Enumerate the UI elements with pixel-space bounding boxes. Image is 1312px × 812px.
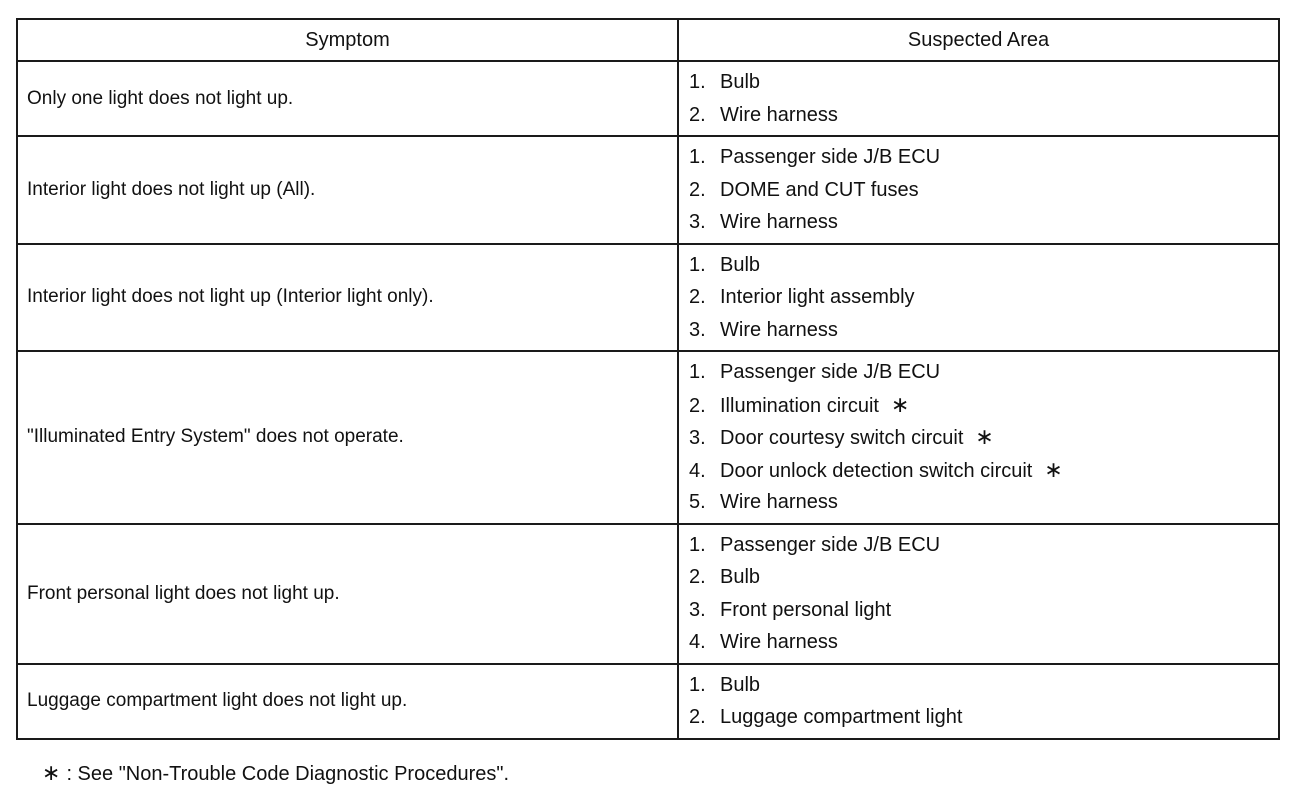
item-number: 1. — [689, 146, 706, 168]
symptom-cell: "Illuminated Entry System" does not operate. — [17, 351, 678, 524]
item-text: Bulb — [720, 673, 761, 696]
item-number: 1. — [689, 533, 706, 556]
item-text: Wire harness — [720, 491, 838, 513]
suspected-area-column-header: Suspected Area — [678, 19, 1279, 61]
item-number: 4. — [689, 631, 706, 653]
item-number: 2. — [689, 103, 706, 126]
item-number: 2. — [689, 706, 706, 728]
item-text: Passenger side J/B ECU — [720, 146, 941, 168]
list-item — [689, 281, 1278, 314]
item-text: Wire harness — [720, 103, 838, 126]
list-item — [689, 626, 1278, 659]
table-row — [17, 244, 1279, 352]
item-text: Bulb — [720, 253, 761, 276]
suspected-area-list — [689, 141, 1278, 239]
footnote-text: : See "Non-Trouble Code Diagnostic Procedures". — [66, 763, 510, 785]
list-item — [689, 701, 1278, 734]
item-text: Front personal light — [720, 598, 892, 621]
symptom-cell: Front personal light does not light up. — [17, 524, 678, 664]
list-item — [689, 314, 1278, 347]
list-item — [689, 421, 1278, 454]
item-number: 3. — [689, 318, 706, 341]
table-row — [17, 524, 1279, 664]
suspected-area-cell — [678, 664, 1279, 739]
item-text: Wire harness — [720, 631, 838, 653]
table-body — [17, 61, 1279, 739]
item-text: Wire harness — [720, 318, 838, 341]
item-number: 1. — [689, 253, 706, 276]
suspected-area-cell — [678, 244, 1279, 352]
asterisk-icon: ∗ — [1044, 456, 1063, 482]
item-text: Interior light assembly — [720, 286, 915, 308]
item-number: 3. — [689, 427, 706, 449]
suspected-area-list — [689, 249, 1278, 347]
symptom-column-header: Symptom — [17, 19, 678, 61]
list-item — [689, 206, 1278, 239]
item-text: Bulb — [720, 71, 761, 93]
item-number: 5. — [689, 491, 706, 513]
item-number: 4. — [689, 459, 706, 482]
suspected-area-cell — [678, 136, 1279, 244]
item-number: 2. — [689, 178, 706, 201]
suspected-area-cell — [678, 524, 1279, 664]
asterisk-icon: ∗ — [890, 391, 910, 417]
list-item — [689, 249, 1278, 282]
list-item — [689, 486, 1278, 519]
list-item — [689, 454, 1278, 487]
list-item — [689, 99, 1278, 132]
item-number: 3. — [689, 211, 706, 233]
list-item — [689, 529, 1278, 562]
table-row — [17, 664, 1279, 739]
suspected-area-list — [689, 66, 1278, 131]
item-text: Passenger side J/B ECU — [720, 361, 941, 383]
table-row — [17, 136, 1279, 244]
item-number: 2. — [689, 394, 706, 417]
list-item — [689, 141, 1278, 174]
item-text: Passenger side J/B ECU — [720, 533, 941, 556]
table-row — [17, 61, 1279, 136]
item-number: 1. — [689, 361, 706, 383]
symptom-cell: Only one light does not light up. — [17, 61, 678, 136]
item-number: 1. — [689, 71, 706, 93]
item-text: Luggage compartment light — [720, 706, 963, 728]
footnote — [42, 760, 509, 786]
item-text: DOME and CUT fuses — [720, 178, 919, 201]
item-number: 2. — [689, 286, 706, 308]
item-text: Door unlock detection switch circuit — [720, 459, 1033, 482]
asterisk-icon: ∗ — [42, 760, 61, 785]
symptom-cell: Interior light does not light up (All). — [17, 136, 678, 244]
item-number: 3. — [689, 598, 706, 621]
symptom-cell: Luggage compartment light does not light up. — [17, 664, 678, 739]
list-item — [689, 174, 1278, 207]
list-item — [689, 669, 1278, 702]
list-item — [689, 561, 1278, 594]
list-item — [689, 66, 1278, 99]
suspected-area-cell — [678, 351, 1279, 524]
item-text: Bulb — [720, 566, 761, 588]
suspected-area-list — [689, 669, 1278, 734]
item-number: 2. — [689, 566, 706, 588]
problem-symptoms-table — [16, 18, 1280, 740]
suspected-area-cell — [678, 61, 1279, 136]
item-text: Door courtesy switch circuit — [720, 427, 964, 449]
table-header-row — [17, 19, 1279, 61]
list-item — [689, 594, 1278, 627]
symptom-cell: Interior light does not light up (Interior light only). — [17, 244, 678, 352]
suspected-area-list — [689, 356, 1278, 519]
asterisk-icon: ∗ — [975, 424, 994, 449]
list-item — [689, 356, 1278, 389]
suspected-area-list — [689, 529, 1278, 659]
table-row — [17, 351, 1279, 524]
list-item — [689, 389, 1278, 422]
item-number: 1. — [689, 673, 706, 696]
item-text: Illumination circuit — [720, 394, 879, 417]
item-text: Wire harness — [720, 211, 838, 233]
